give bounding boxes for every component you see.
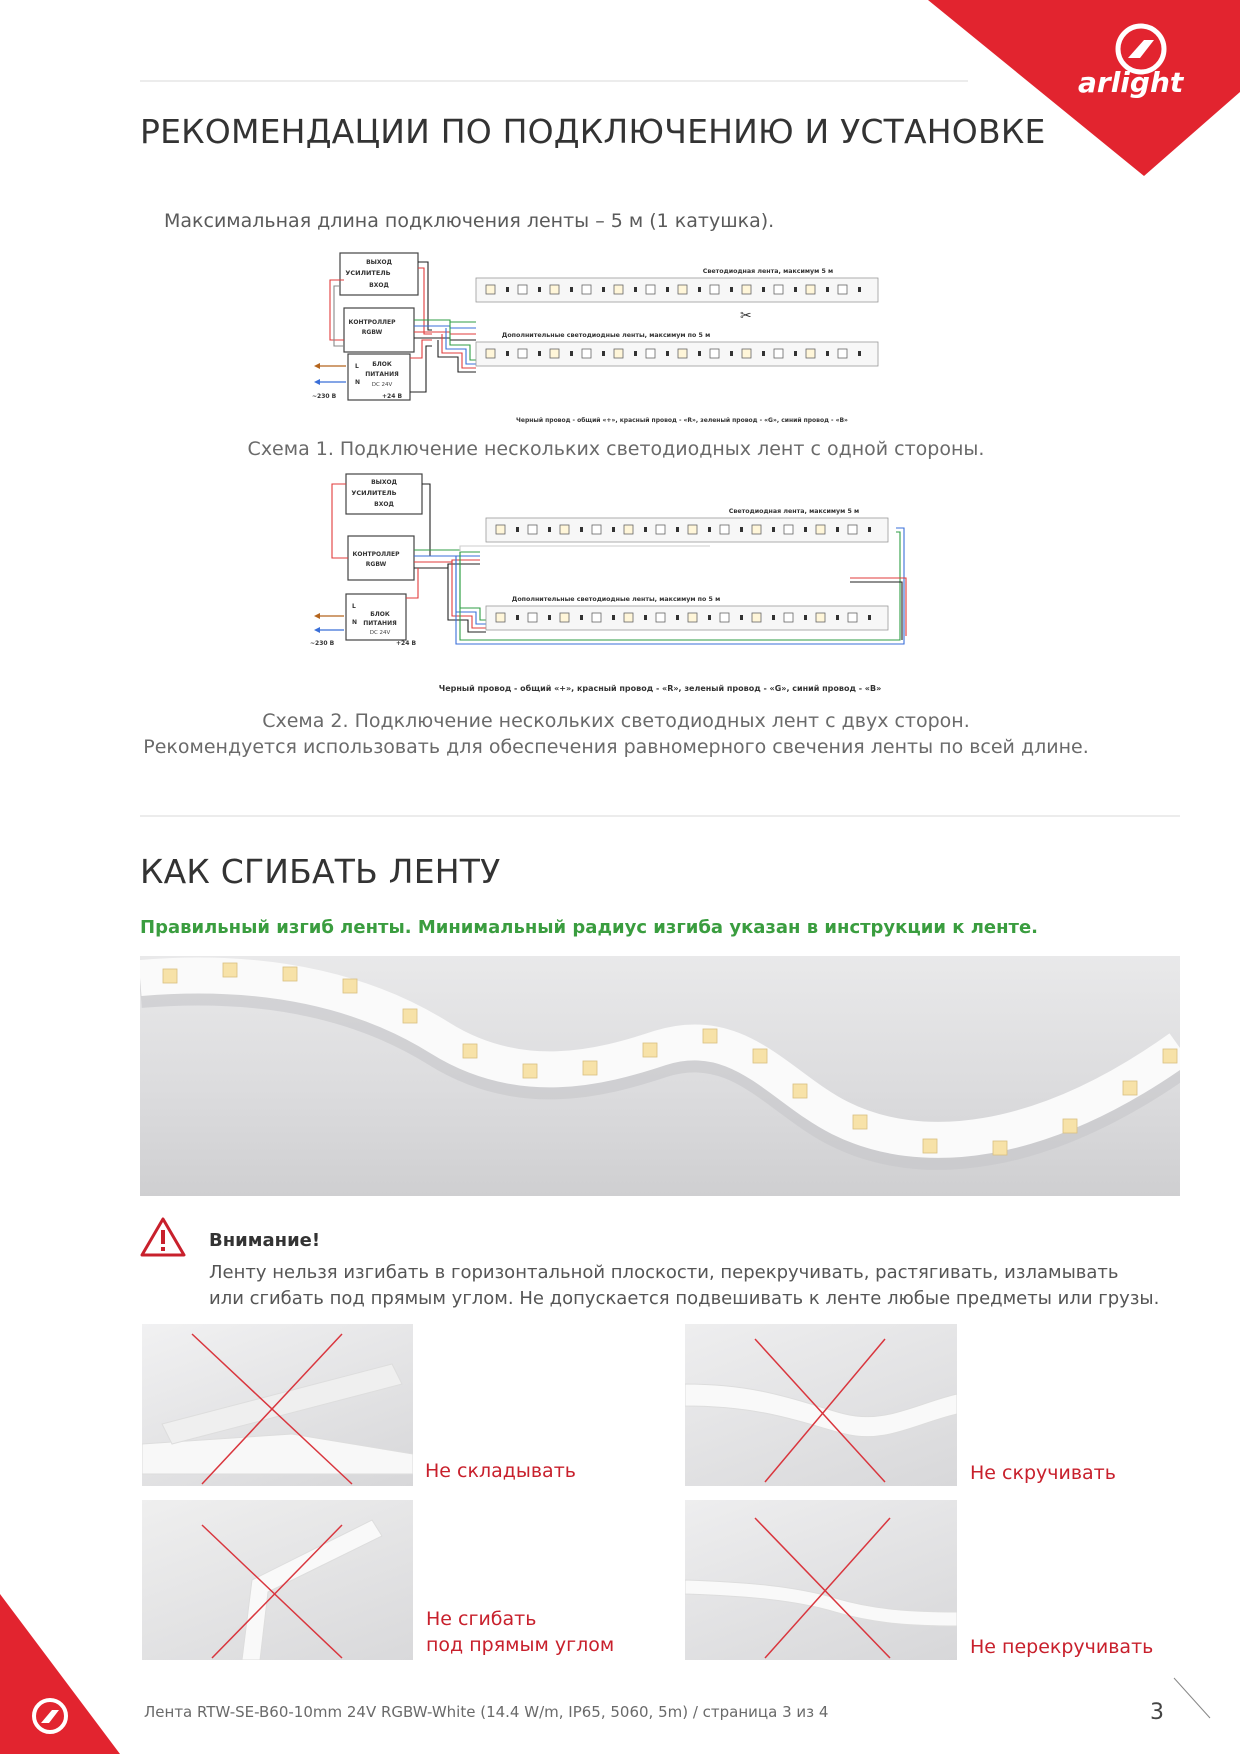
- section-title-bending: КАК СГИБАТЬ ЛЕНТУ: [140, 852, 501, 891]
- led-chip: [560, 613, 569, 622]
- photo-led: [703, 1029, 717, 1043]
- led-chip: [816, 525, 825, 534]
- led-chip: [496, 613, 505, 622]
- led-chip: [614, 349, 623, 358]
- resistor: [804, 615, 807, 620]
- led-chip: [496, 525, 505, 534]
- amp2-name-label: УСИЛИТЕЛЬ: [351, 489, 397, 497]
- resistor: [548, 615, 551, 620]
- page-number: 3: [1150, 1700, 1164, 1725]
- photo-led: [643, 1043, 657, 1057]
- led-chip: [848, 613, 857, 622]
- scheme2-caption-line1: Схема 2. Подключение нескольких светодиодных лент с двух сторон.: [262, 710, 970, 732]
- led-chip: [752, 525, 761, 534]
- photo-led: [1063, 1119, 1077, 1133]
- led-chip: [720, 613, 729, 622]
- footer-slash-decoration: [1172, 1676, 1212, 1720]
- psu2-n-label: N: [352, 619, 358, 626]
- dc2-output-label: +24 В: [396, 640, 417, 647]
- section-divider: [140, 815, 1180, 817]
- ac-input-label: ~230 В: [312, 393, 337, 400]
- led-chip: [518, 285, 527, 294]
- resistor: [836, 615, 839, 620]
- led-chip: [806, 349, 815, 358]
- psu2-l-label: L: [352, 603, 356, 610]
- led-chip: [774, 285, 783, 294]
- top-divider: [140, 80, 968, 82]
- resistor: [772, 527, 775, 532]
- led-chip: [656, 613, 665, 622]
- psu2-name1-label: БЛОК: [370, 611, 390, 618]
- connection-diagram-2: [310, 470, 910, 650]
- led-chip: [838, 349, 847, 358]
- led-chip: [592, 525, 601, 534]
- resistor: [836, 527, 839, 532]
- photo-led: [793, 1084, 807, 1098]
- warning-line-2: или сгибать под прямым углом. Не допускается подвешивать к ленте любые предметы или грузы.: [209, 1288, 1160, 1309]
- resistor: [794, 351, 797, 356]
- psu-l-label: L: [355, 363, 359, 370]
- resistor: [794, 287, 797, 292]
- resistor: [868, 615, 871, 620]
- psu2-voltage-label: DC 24V: [369, 630, 391, 636]
- photo-led: [753, 1049, 767, 1063]
- footer-text: Лента RTW-SE-B60-10mm 24V RGBW-White (14.4 W/m, IP65, 5060, 5m) / страница 3 из 4: [144, 1703, 829, 1721]
- led-chip: [784, 613, 793, 622]
- footer-brand-corner: [0, 1594, 120, 1754]
- resistor: [740, 527, 743, 532]
- led-chip: [774, 349, 783, 358]
- photo-led: [283, 967, 297, 981]
- resistor: [730, 287, 733, 292]
- resistor: [516, 615, 519, 620]
- led-chip: [848, 525, 857, 534]
- resistor: [644, 615, 647, 620]
- resistor: [634, 287, 637, 292]
- led-chip: [550, 285, 559, 294]
- resistor: [506, 351, 509, 356]
- photo-led: [583, 1061, 597, 1075]
- brand-logo-text: arlight: [1078, 66, 1184, 99]
- dont-fold-photo: [142, 1324, 413, 1486]
- led-chip: [592, 613, 601, 622]
- scheme1-caption: Схема 1. Подключение нескольких светодиодных лент с одной стороны.: [247, 438, 985, 460]
- resistor: [538, 351, 541, 356]
- dc-output-label: +24 В: [382, 393, 403, 400]
- dont-label-1: Не складывать: [425, 1460, 576, 1482]
- scheme2-caption-line2: Рекомендуется использовать для обеспечения равномерного свечения ленты по всей длине.: [143, 736, 1089, 758]
- led-chip: [486, 285, 495, 294]
- strip2-extra-label: Дополнительные светодиодные ленты, максимум по 5 м: [511, 596, 721, 603]
- led-chip: [656, 525, 665, 534]
- photo-led: [163, 969, 177, 983]
- strip-extra-label: Дополнительные светодиодные ленты, максимум по 5 м: [501, 332, 711, 339]
- resistor: [666, 351, 669, 356]
- warning-line-1: Ленту нельзя изгибать в горизонтальной плоскости, перекручивать, растягивать, изламывать: [209, 1262, 1119, 1283]
- led-chip: [742, 349, 751, 358]
- led-chip: [678, 349, 687, 358]
- led-chip: [560, 525, 569, 534]
- led-chip: [720, 525, 729, 534]
- resistor: [570, 287, 573, 292]
- led-chip: [838, 285, 847, 294]
- led-chip: [742, 285, 751, 294]
- resistor: [580, 527, 583, 532]
- resistor: [826, 351, 829, 356]
- bending-subtitle: Правильный изгиб ленты. Минимальный радиус изгиба указан в инструкции к ленте.: [140, 917, 1039, 938]
- photo-led: [1123, 1081, 1137, 1095]
- connection-diagram-1: [300, 250, 880, 425]
- led-chip: [486, 349, 495, 358]
- led-chip: [550, 349, 559, 358]
- led-chip: [678, 285, 687, 294]
- dont-label-3b: под прямым углом: [426, 1634, 615, 1656]
- led-chip: [752, 613, 761, 622]
- resistor: [676, 615, 679, 620]
- strip2-main-label: Светодиодная лента, максимум 5 м: [728, 508, 860, 515]
- dont-right-angle-photo: [142, 1500, 413, 1660]
- amp-out-label: ВЫХОД: [366, 259, 392, 266]
- photo-led: [463, 1044, 477, 1058]
- resistor: [858, 287, 861, 292]
- led-chip: [582, 285, 591, 294]
- resistor: [772, 615, 775, 620]
- resistor: [698, 351, 701, 356]
- section-title-connection: РЕКОМЕНДАЦИИ ПО ПОДКЛЮЧЕНИЮ И УСТАНОВКЕ: [140, 112, 1046, 151]
- resistor: [602, 287, 605, 292]
- photo-led: [403, 1009, 417, 1023]
- psu-n-label: N: [355, 379, 361, 386]
- scissors-icon: ✂: [740, 308, 752, 324]
- resistor: [506, 287, 509, 292]
- resistor: [538, 287, 541, 292]
- led-chip: [688, 613, 697, 622]
- photo-led: [523, 1064, 537, 1078]
- photo-led: [1163, 1049, 1177, 1063]
- psu-voltage-label: DC 24V: [371, 382, 393, 388]
- photo-led: [923, 1139, 937, 1153]
- led-chip: [518, 349, 527, 358]
- warning-title: Внимание!: [209, 1230, 321, 1251]
- led-chip: [688, 525, 697, 534]
- amp2-out-label: ВЫХОД: [371, 479, 397, 486]
- led-chip: [784, 525, 793, 534]
- dont-label-2: Не скручивать: [970, 1462, 1116, 1484]
- resistor: [602, 351, 605, 356]
- ac2-input-label: ~230 В: [310, 640, 335, 647]
- controller2-type-label: RGBW: [365, 561, 387, 568]
- photo-led: [993, 1141, 1007, 1155]
- photo-led: [343, 979, 357, 993]
- resistor: [708, 527, 711, 532]
- led-chip: [624, 525, 633, 534]
- led-chip: [710, 285, 719, 294]
- led-chip: [624, 613, 633, 622]
- led-chip: [710, 349, 719, 358]
- warning-icon: [140, 1216, 186, 1258]
- resistor: [804, 527, 807, 532]
- dont-overtwist-photo: [685, 1500, 957, 1660]
- wire-legend: Черный провод - общий «+», красный провод - «R», зеленый провод - «G», синий провод - «B»: [516, 417, 848, 424]
- amp2-in-label: ВХОД: [374, 501, 394, 508]
- resistor: [666, 287, 669, 292]
- dont-label-3a: Не сгибать: [426, 1608, 537, 1630]
- led-chip: [528, 613, 537, 622]
- psu-name2-label: ПИТАНИЯ: [365, 371, 399, 378]
- resistor: [676, 527, 679, 532]
- amp-in-label: ВХОД: [369, 282, 389, 289]
- max-length-note: Максимальная длина подключения ленты – 5 м (1 катушка).: [164, 210, 775, 232]
- resistor: [570, 351, 573, 356]
- resistor: [868, 527, 871, 532]
- resistor: [826, 287, 829, 292]
- resistor: [644, 527, 647, 532]
- dont-twist-photo: [685, 1324, 957, 1486]
- led-chip: [806, 285, 815, 294]
- led-chip: [646, 285, 655, 294]
- amp-name-label: УСИЛИТЕЛЬ: [345, 269, 391, 277]
- resistor: [634, 351, 637, 356]
- resistor: [698, 287, 701, 292]
- led-chip: [582, 349, 591, 358]
- resistor: [740, 615, 743, 620]
- controller-type-label: RGBW: [361, 329, 383, 336]
- controller2-name-label: КОНТРОЛЛЕР: [352, 551, 400, 558]
- photo-led: [223, 963, 237, 977]
- resistor: [612, 615, 615, 620]
- led-chip: [816, 613, 825, 622]
- led-chip: [614, 285, 623, 294]
- led-chip: [528, 525, 537, 534]
- psu2-name2-label: ПИТАНИЯ: [363, 620, 397, 627]
- led-chip: [646, 349, 655, 358]
- wire-legend-2: Черный провод - общий «+», красный провод - «R», зеленый провод - «G», синий провод - «B»: [438, 684, 882, 693]
- correct-bend-photo: [140, 956, 1180, 1196]
- resistor: [548, 527, 551, 532]
- resistor: [708, 615, 711, 620]
- resistor: [580, 615, 583, 620]
- resistor: [612, 527, 615, 532]
- strip-main-label: Светодиодная лента, максимум 5 м: [702, 268, 834, 275]
- resistor: [730, 351, 733, 356]
- resistor: [762, 287, 765, 292]
- resistor: [762, 351, 765, 356]
- photo-led: [853, 1115, 867, 1129]
- controller-name-label: КОНТРОЛЛЕР: [348, 319, 396, 326]
- psu-name1-label: БЛОК: [372, 361, 392, 368]
- dont-label-4: Не перекручивать: [970, 1636, 1154, 1658]
- resistor: [858, 351, 861, 356]
- resistor: [516, 527, 519, 532]
